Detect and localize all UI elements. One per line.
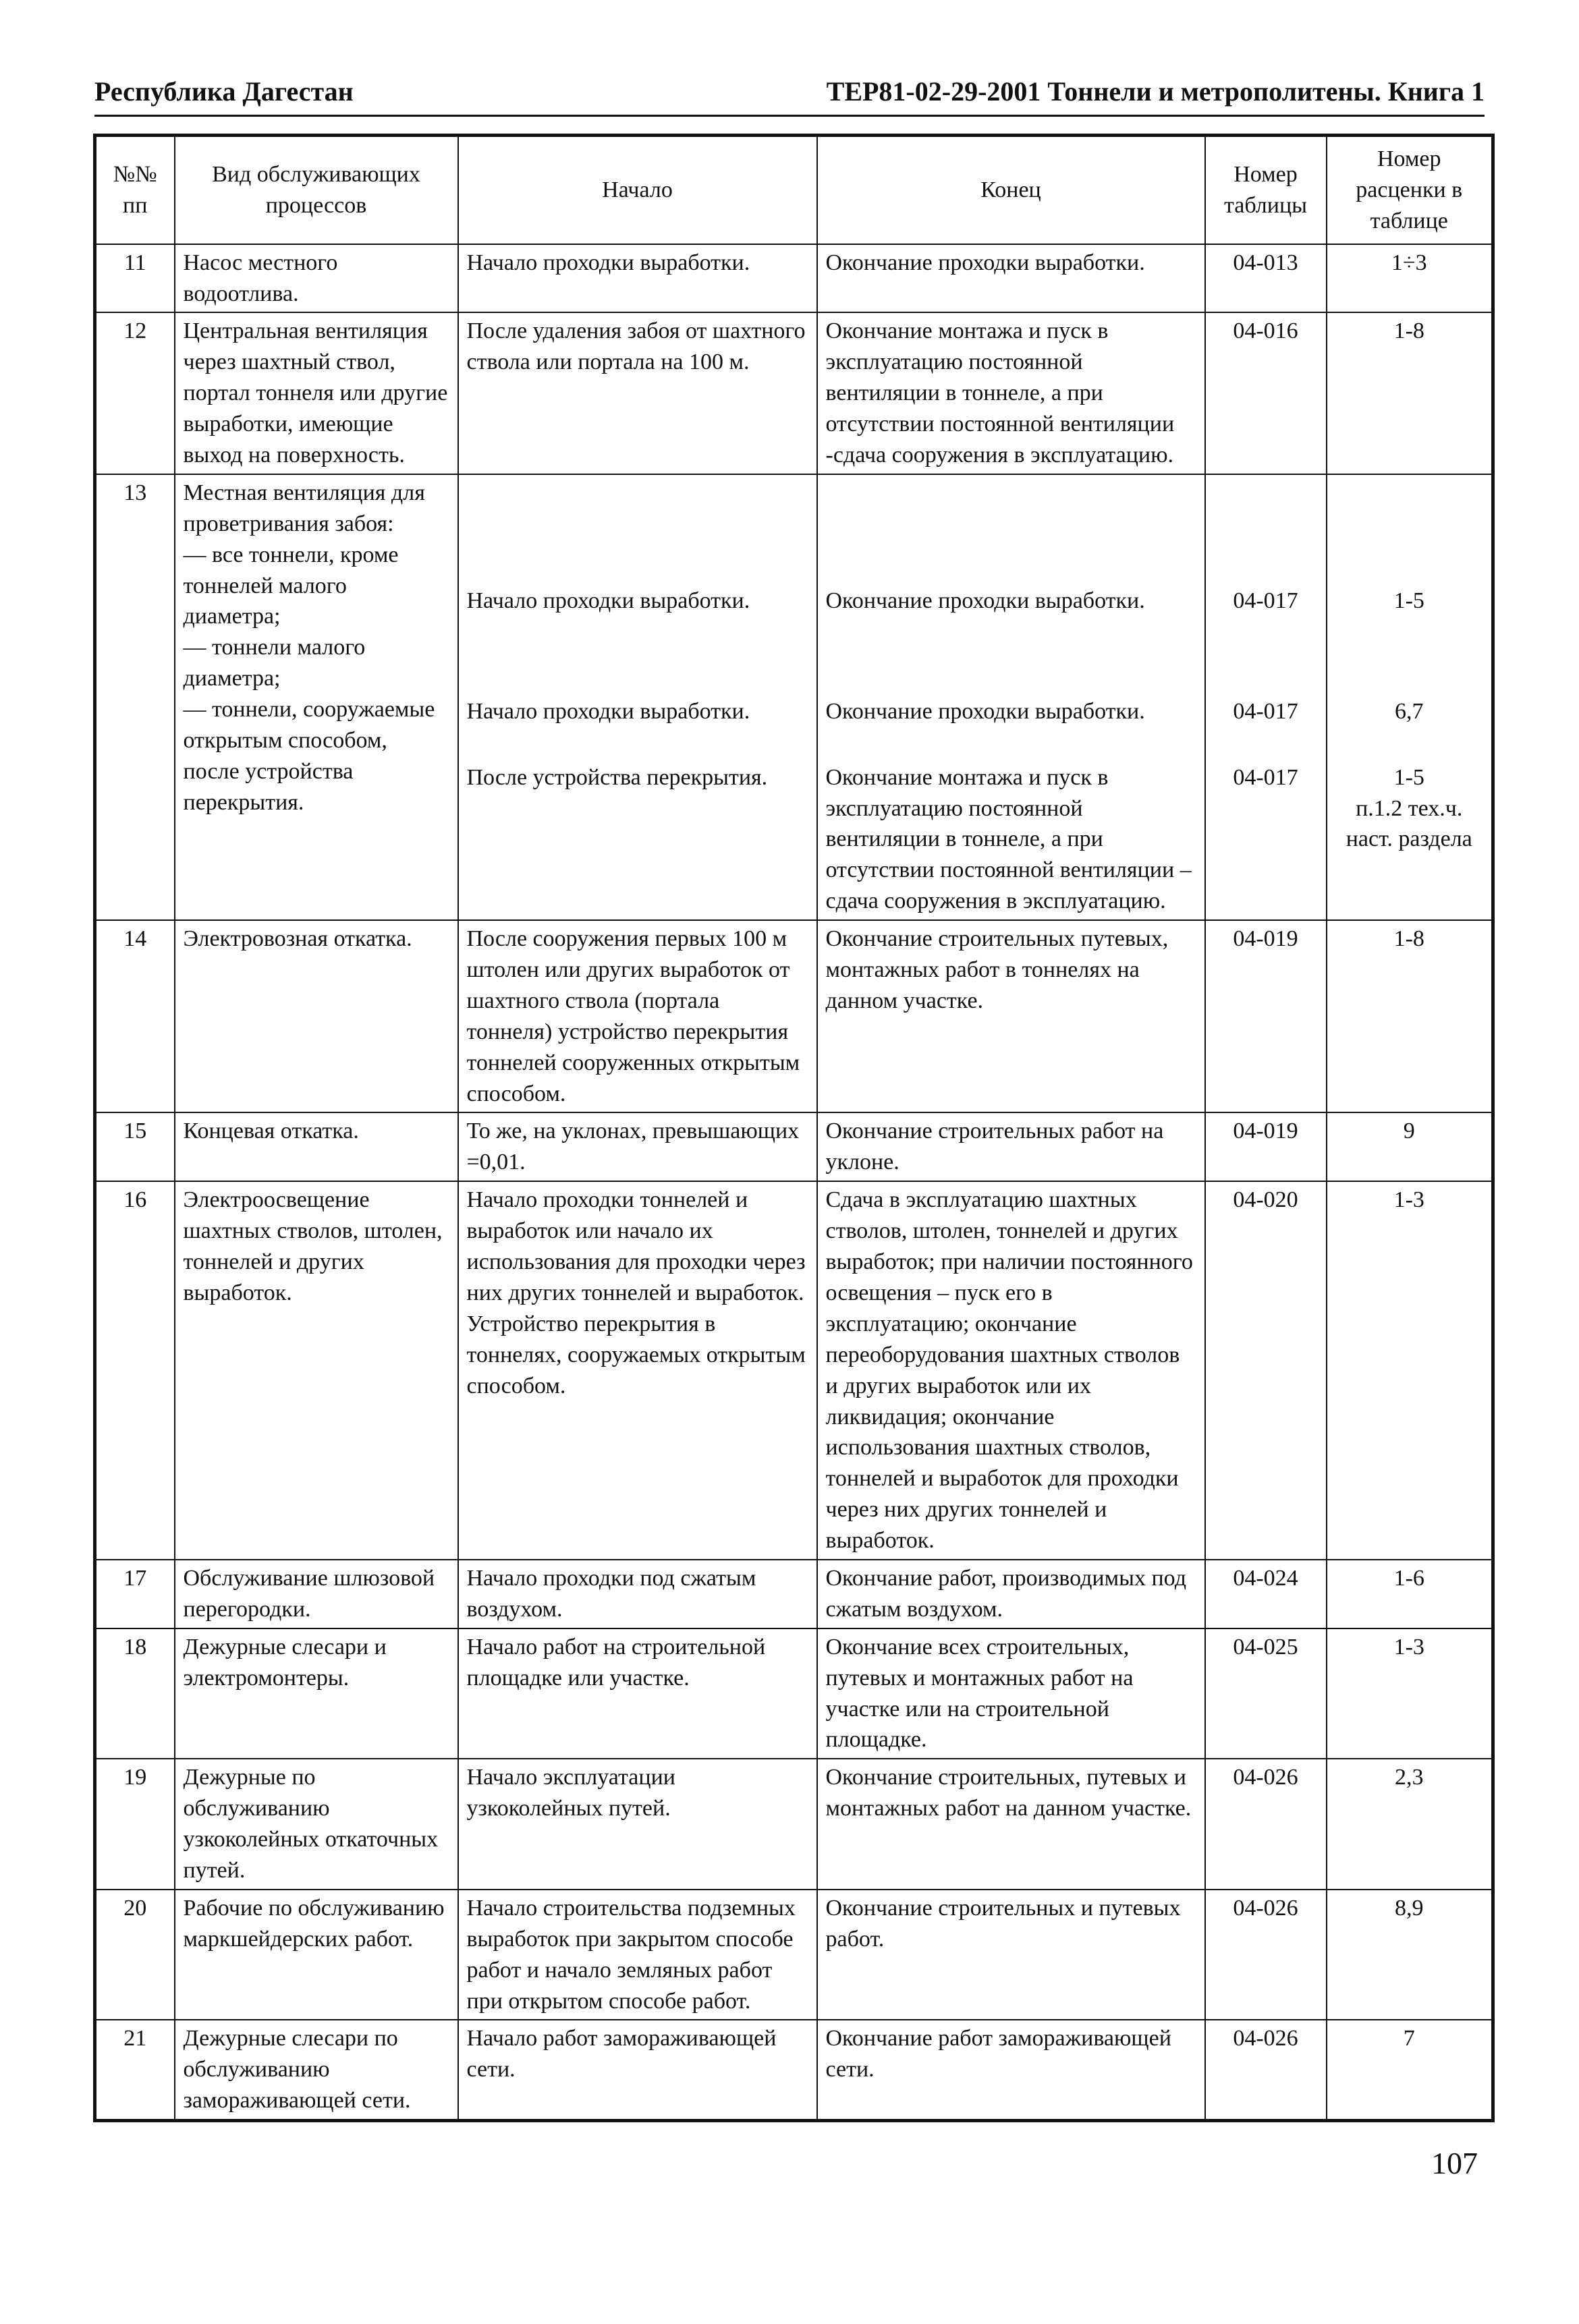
rate-variant-c-note: п.1.2 тех.ч. наст. раздела	[1346, 795, 1472, 852]
row-start: Начало проходки тоннелей и выработок или начало их использования для проходки через них других тоннелей и выработок. Устройство перекрытия в тоннелях, сооружаемых открытым способом.	[458, 1181, 817, 1560]
rate-variant-b: 6,7	[1395, 698, 1424, 724]
row-number: 19	[95, 1759, 175, 1890]
row-rate-number: 1-3	[1327, 1181, 1493, 1560]
table-row	[95, 1890, 1493, 2020]
table-number-variant-c: 04-017	[1233, 764, 1298, 790]
row-number: 21	[95, 2020, 175, 2120]
row-start: Начало работ замораживающей сети.	[458, 2020, 817, 2120]
table-row	[95, 1181, 1493, 1560]
table-row	[95, 474, 1493, 920]
start-variant-b: Начало проходки выработки.	[466, 698, 750, 724]
table-row	[95, 1112, 1493, 1181]
row-rate-number: 1-8	[1327, 920, 1493, 1112]
row-end: Окончание строительных и путевых работ.	[817, 1890, 1205, 2020]
row-end: Окончание монтажа и пуск в эксплуатацию постоянной вентиляции в тоннеле, а при отсутствии постоянной вентиляции -сдача сооружения в эксплуатацию.	[817, 312, 1205, 474]
row-rate-number: 9	[1327, 1112, 1493, 1181]
row-start: То же, на уклонах, превышающих =0,01.	[458, 1112, 817, 1181]
row-number: 11	[95, 244, 175, 313]
row-process: Рабочие по обслуживанию маркшейдерских работ.	[175, 1890, 458, 2020]
row-table-number: 04-020	[1205, 1181, 1327, 1560]
row-number: 18	[95, 1628, 175, 1759]
process-variant-b: — тоннели малого диаметра;	[183, 635, 366, 691]
row-process: Концевая откатка.	[175, 1112, 458, 1181]
row-rate-number	[1327, 474, 1493, 920]
row-process: Дежурные по обслуживанию узкоколейных откаточных путей.	[175, 1759, 458, 1890]
table-number-variant-b: 04-017	[1233, 698, 1298, 724]
row-start: Начало строительства подземных выработок при закрытом способе работ и начало земляных работ при открытом способе работ.	[458, 1890, 817, 2020]
row-number: 15	[95, 1112, 175, 1181]
col-header-start: Начало	[458, 136, 817, 244]
row-process: Электровозная откатка.	[175, 920, 458, 1112]
header-region: Республика Дагестан	[94, 76, 354, 107]
row-process: Центральная вентиляция через шахтный ствол, портал тоннеля или другие выработки, имеющие выход на поверхность.	[175, 312, 458, 474]
row-start: Начало работ на строительной площадке или участке.	[458, 1628, 817, 1759]
table-row	[95, 1628, 1493, 1759]
row-table-number: 04-013	[1205, 244, 1327, 313]
table-row	[95, 2020, 1493, 2120]
row-end: Окончание проходки выработки.	[817, 244, 1205, 313]
end-variant-a: Окончание проходки выработки.	[825, 588, 1145, 613]
row-rate-number: 7	[1327, 2020, 1493, 2120]
row-start: После сооружения первых 100 м штолен или других выработок от шахтного ствола (портала тоннеля) устройство перекрытия тоннелей сооруженных открытым способом.	[458, 920, 817, 1112]
start-variant-a: Начало проходки выработки.	[466, 588, 750, 613]
row-process: Дежурные слесари и электромонтеры.	[175, 1628, 458, 1759]
col-header-process: Вид обслуживающих процессов	[175, 136, 458, 244]
header-rule	[94, 115, 1485, 117]
col-header-rate-number: Номер расценки в таблице	[1327, 136, 1493, 244]
services-table	[93, 134, 1495, 2122]
header-document-code: ТЕР81-02-29-2001 Тоннели и метрополитены. Книга 1	[826, 76, 1485, 107]
col-header-number: №№ пп	[95, 136, 175, 244]
table-row	[95, 1560, 1493, 1628]
row-table-number: 04-025	[1205, 1628, 1327, 1759]
row-rate-number: 1-8	[1327, 312, 1493, 474]
row-process: Электроосвещение шахтных стволов, штолен, тоннелей и других выработок.	[175, 1181, 458, 1560]
row-end: Окончание строительных работ на уклоне.	[817, 1112, 1205, 1181]
row-table-number: 04-026	[1205, 1890, 1327, 2020]
row-number: 20	[95, 1890, 175, 2020]
row-table-number: 04-024	[1205, 1560, 1327, 1628]
row-end: Окончание строительных, путевых и монтажных работ на данном участке.	[817, 1759, 1205, 1890]
row-end: Окончание строительных путевых, монтажных работ в тоннелях на данном участке.	[817, 920, 1205, 1112]
table-number-variant-a: 04-017	[1233, 588, 1298, 613]
row-rate-number: 8,9	[1327, 1890, 1493, 2020]
page-number: 107	[1431, 2146, 1478, 2180]
row-table-number: 04-016	[1205, 312, 1327, 474]
col-header-end: Конец	[817, 136, 1205, 244]
row-number: 17	[95, 1560, 175, 1628]
row-start	[458, 474, 817, 920]
rate-variant-a: 1-5	[1393, 588, 1424, 613]
row-end: Окончание работ замораживающей сети.	[817, 2020, 1205, 2120]
process-intro: Местная вентиляция для проветривания забоя:	[183, 480, 425, 536]
rate-variant-c: 1-5	[1393, 764, 1424, 790]
row-end: Сдача в эксплуатацию шахтных стволов, штолен, тоннелей и других выработок; при наличии постоянного освещения – пуск его в эксплуатацию; окончание переоборудования шахтных стволов и других выработок или их ликвидация; окончание использования шахтных стволов, тоннелей и выработок для проходки через них других тоннелей и выработок.	[817, 1181, 1205, 1560]
row-rate-number: 2,3	[1327, 1759, 1493, 1890]
table-row	[95, 1759, 1493, 1890]
process-variant-c: — тоннели, сооружаемые открытым способом, после устройства перекрытия.	[183, 697, 435, 815]
table-row	[95, 244, 1493, 313]
row-end: Окончание всех строительных, путевых и монтажных работ на участке или на строительной площадке.	[817, 1628, 1205, 1759]
row-rate-number: 1-6	[1327, 1560, 1493, 1628]
end-variant-b: Окончание проходки выработки.	[825, 698, 1145, 724]
row-table-number: 04-026	[1205, 1759, 1327, 1890]
col-header-table-number: Номер таблицы	[1205, 136, 1327, 244]
process-variant-a: — все тоннели, кроме тоннелей малого диаметра;	[183, 542, 399, 629]
row-start: Начало проходки под сжатым воздухом.	[458, 1560, 817, 1628]
row-process: Обслуживание шлюзовой перегородки.	[175, 1560, 458, 1628]
row-end	[817, 474, 1205, 920]
row-start: После удаления забоя от шахтного ствола или портала на 100 м.	[458, 312, 817, 474]
table-row	[95, 920, 1493, 1112]
row-end: Окончание работ, производимых под сжатым воздухом.	[817, 1560, 1205, 1628]
row-table-number	[1205, 474, 1327, 920]
table-header-row	[95, 136, 1493, 244]
row-table-number: 04-019	[1205, 920, 1327, 1112]
row-rate-number: 1÷3	[1327, 244, 1493, 313]
start-variant-c: После устройства перекрытия.	[466, 764, 768, 790]
row-number: 16	[95, 1181, 175, 1560]
table-row	[95, 312, 1493, 474]
row-process: Насос местного водоотлива.	[175, 244, 458, 313]
row-number: 13	[95, 474, 175, 920]
row-table-number: 04-019	[1205, 1112, 1327, 1181]
end-variant-c: Окончание монтажа и пуск в эксплуатацию постоянной вентиляции в тоннеле, а при отсутствии постоянной вентиляции – сдача сооружения в эксплуатацию.	[825, 764, 1192, 914]
row-number: 12	[95, 312, 175, 474]
row-table-number: 04-026	[1205, 2020, 1327, 2120]
row-start: Начало эксплуатации узкоколейных путей.	[458, 1759, 817, 1890]
row-process: Дежурные слесари по обслуживанию замораживающей сети.	[175, 2020, 458, 2120]
row-process	[175, 474, 458, 920]
row-rate-number: 1-3	[1327, 1628, 1493, 1759]
row-number: 14	[95, 920, 175, 1112]
row-start: Начало проходки выработки.	[458, 244, 817, 313]
